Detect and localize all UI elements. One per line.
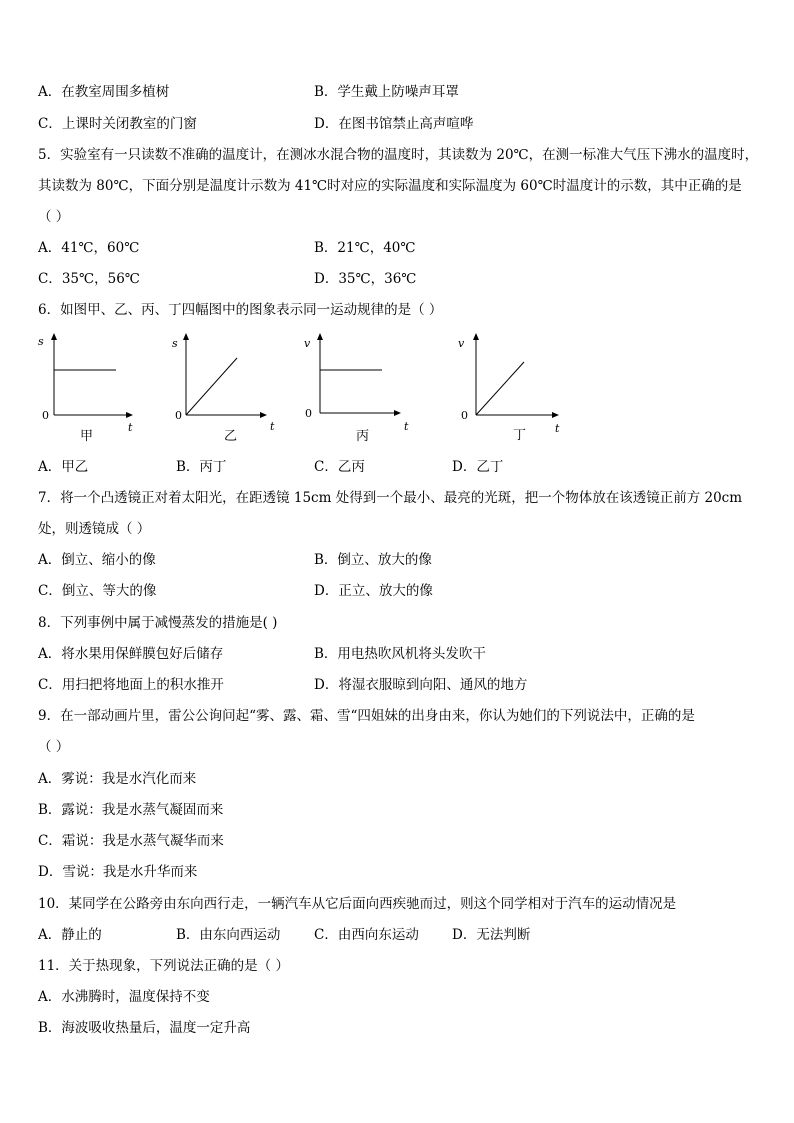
graph-ding <box>458 333 568 443</box>
graph-jia-name: 甲 <box>80 429 94 444</box>
q7-option-c: C．倒立、等大的像 <box>38 583 157 599</box>
graph-yi-ylabel: s <box>172 337 178 350</box>
q8-stem: 8．下列事例中属于减慢蒸发的措施是( ) <box>38 615 278 631</box>
q9-option-d: D．雪说：我是水升华而来 <box>38 864 198 880</box>
q4-option-a: A．在教室周围多植树 <box>38 84 170 100</box>
q4-option-d: D．在图书馆禁止高声喧哗 <box>314 116 474 132</box>
q6-option-a: A．甲乙 <box>38 459 89 475</box>
graph-bing-ylabel: v <box>304 337 311 350</box>
q4-option-c: C．上课时关闭教室的门窗 <box>38 116 197 132</box>
q10-stem: 10．某同学在公路旁由东向西行走，一辆汽车从它后面向西疾驰而过，则这个同学相对于汽车的运动情况是 <box>38 896 677 912</box>
graph-bing-name: 丙 <box>356 429 370 444</box>
q5-option-c: C．35℃，56℃ <box>38 271 140 287</box>
graph-bing <box>304 333 414 443</box>
graph-jia-ylabel: s <box>38 335 44 348</box>
q7-option-a: A．倒立、缩小的像 <box>38 552 156 568</box>
q7-stem-line1: 7．将一个凸透镜正对着太阳光，在距透镜 15cm 处得到一个最小、最亮的光斑，把一个物体放在该透镜正前方 20cm <box>38 490 743 506</box>
q10-option-c: C．由西向东运动 <box>314 927 419 943</box>
graph-bing-origin: 0 <box>305 407 312 420</box>
q6-option-c: C．乙丙 <box>314 459 365 475</box>
q11-stem: 11．关于热现象，下列说法正确的是（ ） <box>38 958 289 974</box>
graph-ding-ylabel: v <box>458 337 465 350</box>
q10-option-a: A．静止的 <box>38 927 102 943</box>
graph-ding-name: 丁 <box>513 428 527 443</box>
q10-option-d: D．无法判断 <box>452 927 531 943</box>
q9-stem-line2: （ ） <box>38 739 70 755</box>
q6-stem: 6．如图甲、乙、丙、丁四幅图中的图象表示同一运动规律的是（ ） <box>38 302 443 318</box>
graph-bing-xlabel: t <box>404 420 409 433</box>
q5-stem-line3: （ ） <box>38 209 70 225</box>
q11-option-a: A．水沸腾时，温度保持不变 <box>38 989 210 1005</box>
q7-stem-line2: 处，则透镜成（ ） <box>38 521 151 537</box>
graph-ding-origin: 0 <box>461 409 468 422</box>
q5-option-a: A．41℃，60℃ <box>38 240 140 256</box>
q9-stem-line1: 9．在一部动画片里，雷公公询问起“雾、露、霜、雪“四姐妹的出身由来，你认为她们的下列说法中，正确的是 <box>38 708 695 724</box>
q7-option-b: B．倒立、放大的像 <box>314 552 432 568</box>
graph-ding-xlabel: t <box>555 422 560 435</box>
q6-option-b: B．丙丁 <box>176 459 227 475</box>
q5-option-b: B．21℃，40℃ <box>314 240 416 256</box>
q11-option-b: B．海波吸收热量后，温度一定升高 <box>38 1020 251 1036</box>
q9-option-b: B．露说：我是水蒸气凝固而来 <box>38 802 224 818</box>
graph-jia-origin: 0 <box>42 409 49 422</box>
graph-yi-xlabel: t <box>270 420 275 433</box>
q4-option-b: B．学生戴上防噪声耳罩 <box>314 84 459 100</box>
q8-option-a: A．将水果用保鲜膜包好后储存 <box>38 646 224 662</box>
q5-stem-line2: 其读数为 80℃，下面分别是温度计示数为 41℃时对应的实际温度和实际温度为 60℃时温度计的示数，其中正确的是 <box>38 178 742 194</box>
graph-yi-origin: 0 <box>175 409 182 422</box>
q8-option-d: D．将湿衣服晾到向阳、通风的地方 <box>314 677 528 693</box>
q5-stem-line1: 5．实验室有一只读数不准确的温度计，在测冰水混合物的温度时，其读数为 20℃，在测一标准大气压下沸水的温度时， <box>38 147 759 163</box>
q9-option-a: A．雾说：我是水汽化而来 <box>38 771 197 787</box>
graph-jia <box>38 333 148 443</box>
q8-option-b: B．用电热吹风机将头发吹干 <box>314 646 486 662</box>
q8-option-c: C．用扫把将地面上的积水推开 <box>38 677 224 693</box>
graph-yi <box>172 333 282 443</box>
q6-option-d: D．乙丁 <box>452 459 504 475</box>
q5-option-d: D．35℃，36℃ <box>314 271 417 287</box>
q7-option-d: D．正立、放大的像 <box>314 583 433 599</box>
q9-option-c: C．霜说：我是水蒸气凝华而来 <box>38 833 224 849</box>
q10-option-b: B．由东向西运动 <box>176 927 281 943</box>
graph-jia-xlabel: t <box>128 421 133 434</box>
graph-yi-name: 乙 <box>224 429 238 444</box>
